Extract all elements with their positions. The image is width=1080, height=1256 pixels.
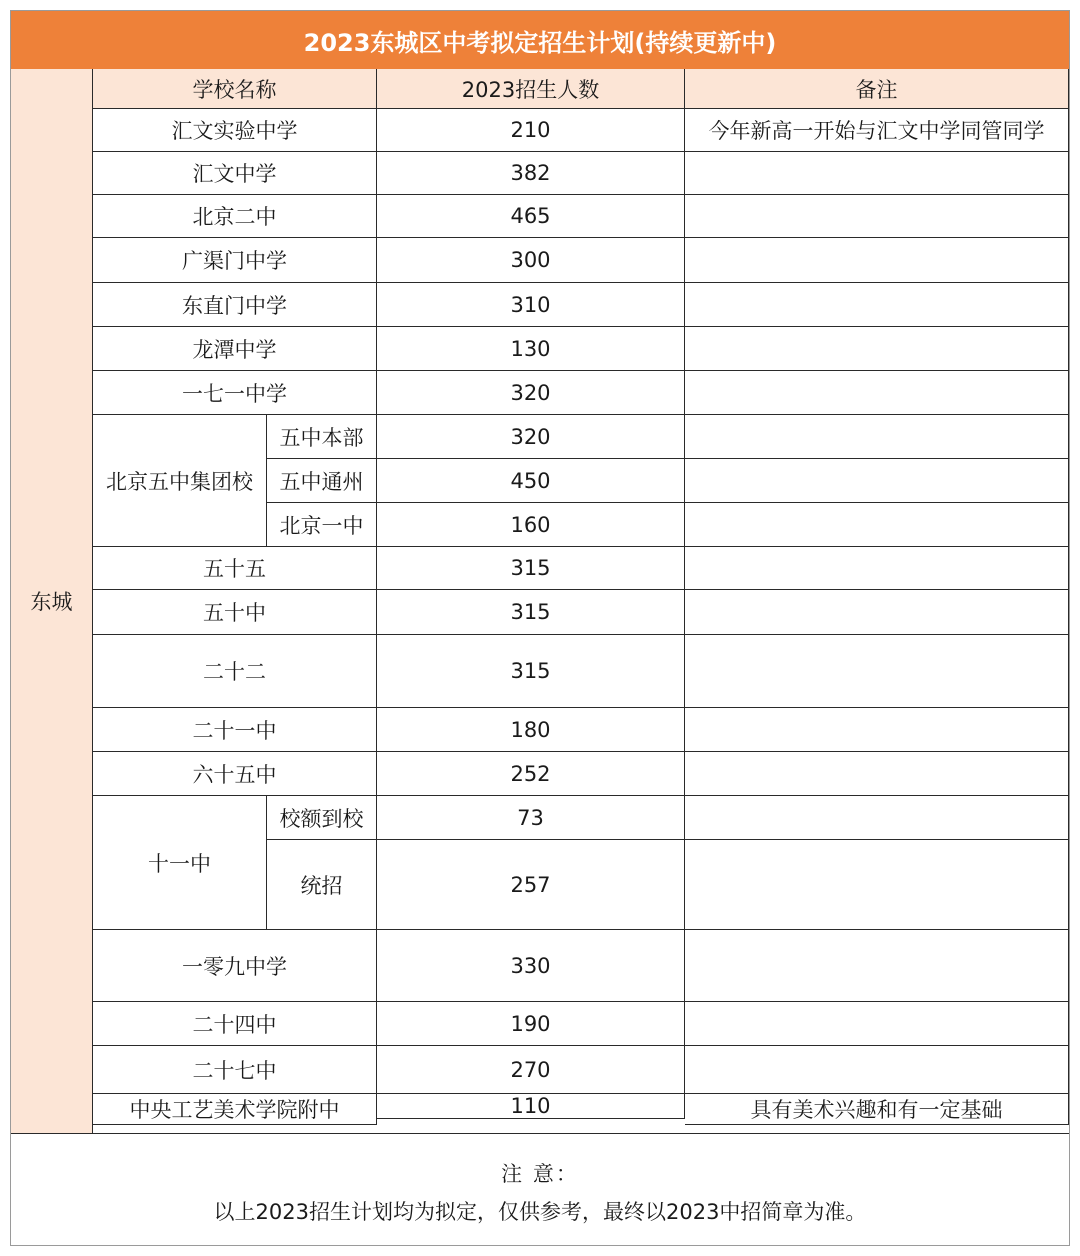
school-name: 龙潭中学 bbox=[93, 327, 377, 371]
note-cell bbox=[685, 590, 1069, 635]
note-cell bbox=[685, 752, 1069, 796]
school-name: 五十五 bbox=[93, 547, 377, 590]
note-cell bbox=[685, 547, 1069, 590]
enrollment-count: 252 bbox=[377, 752, 685, 796]
group-school-name: 十一中 bbox=[93, 796, 267, 930]
enrollment-count: 315 bbox=[377, 590, 685, 635]
school-name: 广渠门中学 bbox=[93, 238, 377, 283]
sub-school-name: 统招 bbox=[267, 840, 377, 930]
note-cell bbox=[685, 930, 1069, 1002]
note-cell bbox=[685, 238, 1069, 283]
note-cell bbox=[685, 1002, 1069, 1046]
admission-plan-table bbox=[10, 10, 1070, 1246]
note-cell bbox=[685, 503, 1069, 547]
note-cell bbox=[685, 152, 1069, 195]
school-name: 中央工艺美术学院附中 bbox=[93, 1094, 377, 1125]
district-cell: 东城 bbox=[11, 69, 93, 1133]
enrollment-count: 257 bbox=[377, 840, 685, 930]
enrollment-count: 73 bbox=[377, 796, 685, 840]
note-cell bbox=[685, 796, 1069, 840]
note-cell bbox=[685, 415, 1069, 459]
school-name: 二十二 bbox=[93, 635, 377, 708]
note-cell bbox=[685, 283, 1069, 327]
enrollment-count: 465 bbox=[377, 195, 685, 238]
school-name: 汇文中学 bbox=[93, 152, 377, 195]
note-cell bbox=[685, 635, 1069, 708]
header-count: 2023招生人数 bbox=[377, 69, 685, 109]
enrollment-count: 315 bbox=[377, 547, 685, 590]
note-cell bbox=[685, 195, 1069, 238]
note-cell: 具有美术兴趣和有一定基础 bbox=[685, 1094, 1069, 1125]
school-name: 六十五中 bbox=[93, 752, 377, 796]
note-cell bbox=[685, 1046, 1069, 1094]
school-name: 东直门中学 bbox=[93, 283, 377, 327]
sub-school-name: 北京一中 bbox=[267, 503, 377, 547]
enrollment-count: 190 bbox=[377, 1002, 685, 1046]
sub-school-name: 五中通州 bbox=[267, 459, 377, 503]
sub-school-name: 校额到校 bbox=[267, 796, 377, 840]
note-cell: 今年新高一开始与汇文中学同管同学 bbox=[685, 109, 1069, 152]
enrollment-count: 270 bbox=[377, 1046, 685, 1094]
school-name: 二十四中 bbox=[93, 1002, 377, 1046]
enrollment-count: 130 bbox=[377, 327, 685, 371]
note-cell bbox=[685, 371, 1069, 415]
school-name: 二十一中 bbox=[93, 708, 377, 752]
enrollment-count: 310 bbox=[377, 283, 685, 327]
school-name: 五十中 bbox=[93, 590, 377, 635]
school-name: 汇文实验中学 bbox=[93, 109, 377, 152]
school-name: 一零九中学 bbox=[93, 930, 377, 1002]
enrollment-count: 210 bbox=[377, 109, 685, 152]
note-cell bbox=[685, 327, 1069, 371]
enrollment-count: 330 bbox=[377, 930, 685, 1002]
enrollment-count: 320 bbox=[377, 415, 685, 459]
note-cell bbox=[685, 840, 1069, 930]
enrollment-count: 315 bbox=[377, 635, 685, 708]
enrollment-count: 300 bbox=[377, 238, 685, 283]
enrollment-count: 110 bbox=[377, 1094, 685, 1119]
group-school-name: 北京五中集团校 bbox=[93, 415, 267, 547]
footer-title: 注 意： bbox=[501, 1162, 579, 1186]
header-note: 备注 bbox=[685, 69, 1069, 109]
note-cell bbox=[685, 708, 1069, 752]
header-school: 学校名称 bbox=[93, 69, 377, 109]
footer-text: 以上2023招生计划均为拟定，仅供参考，最终以2023中招简章为准。 bbox=[213, 1200, 867, 1224]
school-name: 一七一中学 bbox=[93, 371, 377, 415]
enrollment-count: 160 bbox=[377, 503, 685, 547]
table-grid bbox=[93, 69, 1069, 1133]
footer-note bbox=[11, 1133, 1069, 1245]
enrollment-count: 382 bbox=[377, 152, 685, 195]
school-name: 二十七中 bbox=[93, 1046, 377, 1094]
school-name: 北京二中 bbox=[93, 195, 377, 238]
note-cell bbox=[685, 459, 1069, 503]
enrollment-count: 320 bbox=[377, 371, 685, 415]
enrollment-count: 180 bbox=[377, 708, 685, 752]
enrollment-count: 450 bbox=[377, 459, 685, 503]
sub-school-name: 五中本部 bbox=[267, 415, 377, 459]
table-title: 2023东城区中考拟定招生计划(持续更新中) bbox=[11, 11, 1069, 70]
